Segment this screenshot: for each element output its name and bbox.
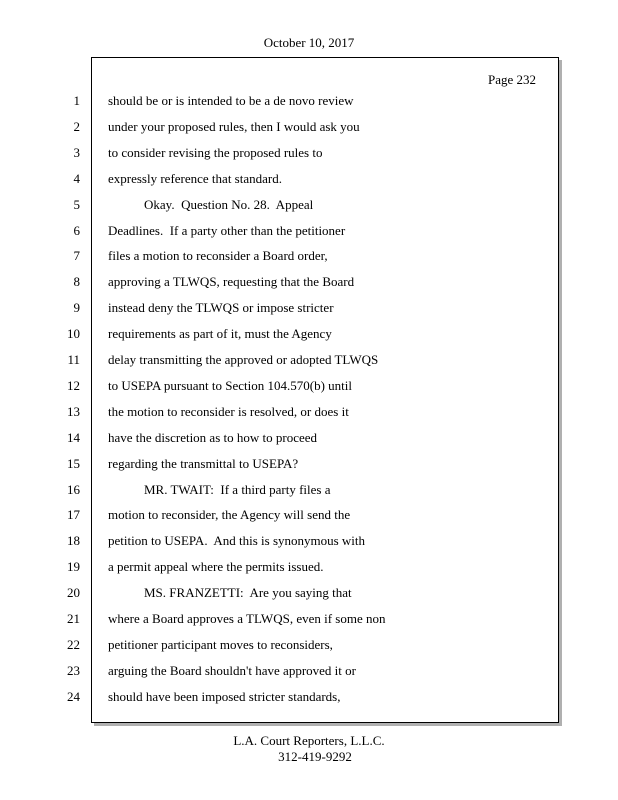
- transcript-line: [0, 661, 618, 681]
- line-text: instead deny the TLWQS or impose stricter: [108, 300, 334, 316]
- line-number: 17: [67, 507, 80, 523]
- line-number: 16: [67, 481, 80, 497]
- line-number: 2: [73, 118, 80, 134]
- line-text: files a motion to reconsider a Board order,: [108, 248, 328, 264]
- line-text: should have been imposed stricter standards,: [108, 688, 341, 704]
- transcript-line: [0, 143, 618, 163]
- line-text: should be or is intended to be a de novo review: [108, 93, 354, 108]
- line-number: 22: [67, 636, 80, 652]
- transcript-line: [0, 195, 618, 215]
- transcript-line: [0, 505, 618, 525]
- transcript-line: [0, 246, 618, 266]
- line-text: petitioner participant moves to reconsiders,: [108, 636, 333, 652]
- line-number: 20: [67, 585, 80, 601]
- line-text: delay transmitting the approved or adopted TLWQS: [108, 352, 379, 367]
- transcript-line: [0, 557, 618, 577]
- line-text: to consider revising the proposed rules to: [108, 144, 323, 160]
- transcript-line: [0, 687, 618, 707]
- transcript-line: [0, 480, 618, 500]
- line-text: have the discretion as to how to proceed: [108, 429, 318, 445]
- line-text: where a Board approves a TLWQS, even if some non: [108, 611, 386, 626]
- line-text: regarding the transmittal to USEPA?: [108, 455, 299, 471]
- line-number: 3: [73, 144, 80, 160]
- line-number: 13: [67, 403, 80, 419]
- line-number: 11: [67, 352, 80, 367]
- line-text: arguing the Board shouldn't have approved it or: [108, 662, 356, 678]
- line-number: 5: [73, 196, 80, 212]
- line-text: MR. TWAIT: If a third party files a: [144, 481, 331, 497]
- line-text: expressly reference that standard.: [108, 170, 282, 186]
- transcript-line: [0, 221, 618, 241]
- transcript-date: October 10, 2017: [263, 35, 355, 50]
- transcript-line: [0, 272, 618, 292]
- line-text: approving a TLWQS, requesting that the Board: [108, 274, 355, 290]
- line-number: 6: [73, 222, 80, 238]
- line-number: 8: [73, 274, 80, 290]
- line-text: to USEPA pursuant to Section 104.570(b) until: [108, 377, 352, 393]
- line-text: MS. FRANZETTI: Are you saying that: [144, 585, 352, 601]
- line-text: requirements as part of it, must the Agency: [108, 326, 332, 342]
- transcript-line: [0, 402, 618, 422]
- line-text: petition to USEPA. And this is synonymous with: [108, 533, 366, 549]
- transcript-line: [0, 609, 618, 629]
- line-text: a permit appeal where the permits issued.: [108, 559, 324, 575]
- line-text: the motion to reconsider is resolved, or does it: [108, 403, 349, 419]
- line-number: 7: [73, 248, 80, 264]
- line-number: 21: [67, 611, 80, 626]
- transcript-line: [0, 583, 618, 603]
- line-number: 24: [67, 688, 80, 704]
- line-number: 9: [73, 300, 80, 316]
- line-number: 10: [67, 326, 80, 342]
- transcript-line: [0, 169, 618, 189]
- line-number: 1: [73, 93, 80, 108]
- reporter-phone: 312-419-9292: [278, 749, 352, 764]
- line-text: under your proposed rules, then I would ask you: [108, 118, 360, 134]
- transcript-line: [0, 117, 618, 137]
- transcript-line: [0, 454, 618, 474]
- line-number: 23: [67, 662, 80, 678]
- line-number: 18: [67, 533, 80, 549]
- transcript-line: [0, 428, 618, 448]
- line-text: Deadlines. If a party other than the petitioner: [108, 222, 346, 238]
- line-number: 4: [73, 170, 80, 186]
- line-number: 19: [67, 559, 80, 575]
- line-number: 15: [67, 455, 80, 471]
- transcript-line: [0, 350, 618, 370]
- line-text: Okay. Question No. 28. Appeal: [144, 196, 314, 212]
- transcript-line: [0, 298, 618, 318]
- line-number: 12: [67, 377, 80, 393]
- transcript-line: [0, 635, 618, 655]
- line-text: motion to reconsider, the Agency will send the: [108, 507, 351, 523]
- transcript-line: [0, 531, 618, 551]
- line-number: 14: [67, 429, 80, 445]
- page-number: Page 232: [487, 72, 536, 87]
- transcript-line: [0, 376, 618, 396]
- reporter-company: L.A. Court Reporters, L.L.C.: [233, 733, 385, 748]
- transcript-line: [0, 91, 618, 111]
- transcript-line: [0, 324, 618, 344]
